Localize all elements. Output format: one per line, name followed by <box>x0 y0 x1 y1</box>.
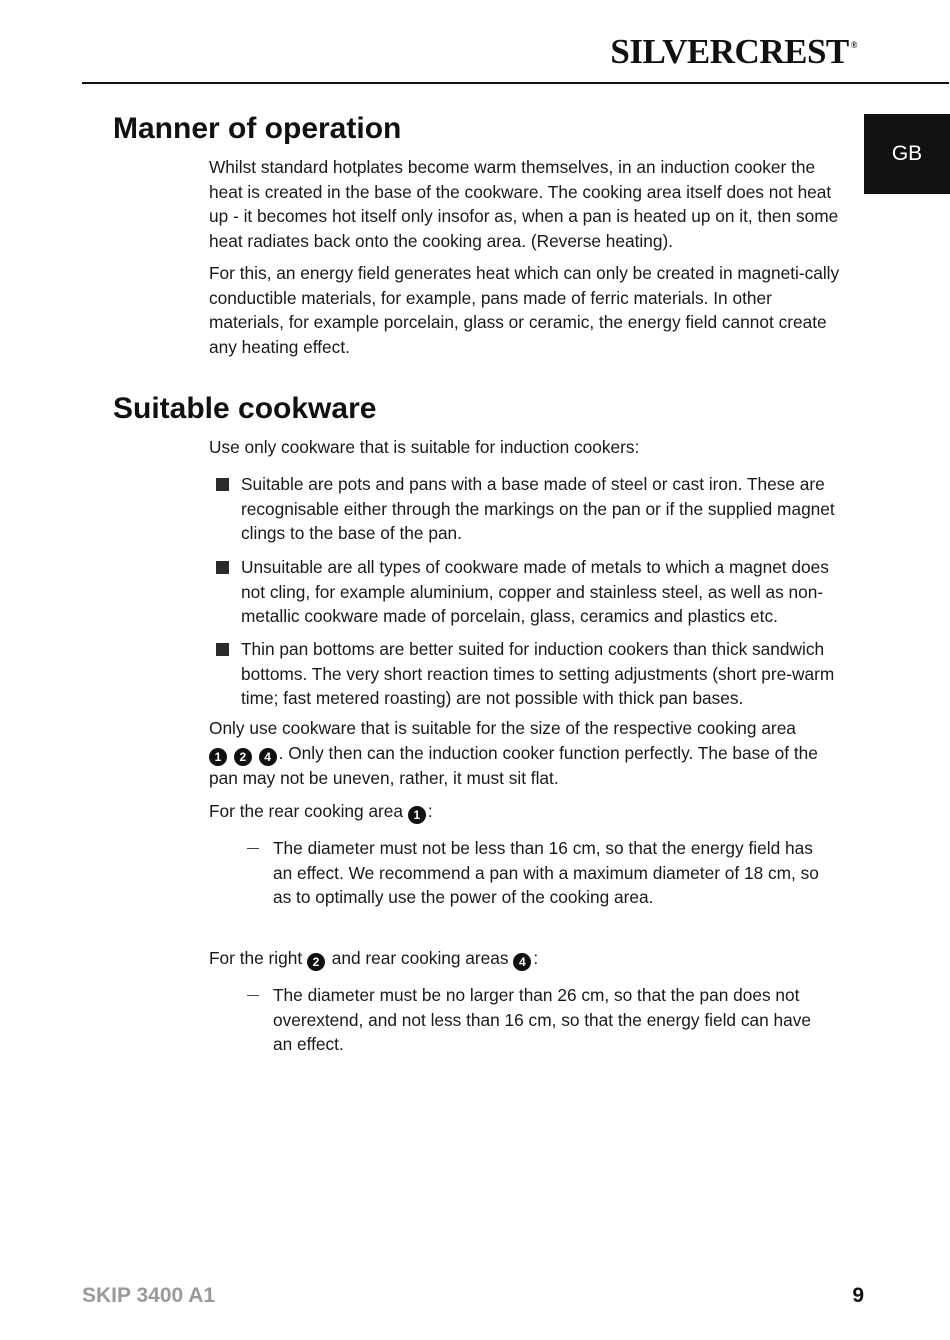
right-area-label <box>209 946 849 971</box>
brand-logo-part-b: CREST <box>734 32 849 71</box>
cooking-area-number: 2 <box>234 748 252 766</box>
bullet-marker <box>216 561 229 574</box>
header-rule <box>82 82 949 84</box>
rear-area-requirement: The diameter must not be less than 16 cm, so that the energy field has an effect. We recommend a pan with a maximum diameter of 18 cm, so as to optimally use the power of the cooking area. <box>273 838 819 908</box>
footer-model: SKIP 3400 A1 <box>82 1284 216 1307</box>
rear-area-colon: : <box>427 801 433 821</box>
list-item: Thin pan bottoms are better suited for induction cookers than thick sandwich bottoms. The very short reaction times to setting adjustments (short pre-warm time; fast metered roasting) are not possible with thick pan bases. <box>241 639 835 709</box>
right-area-colon: : <box>533 948 539 968</box>
list-item: Unsuitable are all types of cookware made of metals to which a magnet does not cling, for example aluminium, copper and stainless steel, as well as non-metallic cookware made of porcelain, glass, ceramics and plastics etc. <box>241 557 829 627</box>
rear-area-label <box>209 799 849 824</box>
cooking-area-number: 1 <box>209 748 227 766</box>
brand-logo-part-a: SILVER <box>610 32 735 71</box>
registered-mark: ® <box>850 40 857 50</box>
list-item: Suitable are pots and pans with a base made of steel or cast iron. These are recognisable either through the markings on the pan or if the supplied magnet clings to the base of the pan. <box>241 474 835 544</box>
section-title-operation: Manner of operation <box>113 112 402 145</box>
size-paragraph <box>209 716 849 790</box>
page-number: 9 <box>852 1284 864 1307</box>
language-tab: GB <box>864 114 950 194</box>
bullet-marker <box>216 643 229 656</box>
operation-paragraph-1: Whilst standard hotplates become warm themselves, in an induction cooker the heat is created in the base of the cookware. The cooking area itself does not heat up - it becomes hot itself only insofor as, when a pan is heated up on it, then some heat radiates back onto the cooking area. (Reverse heating). <box>209 157 839 251</box>
cooking-area-number: 4 <box>259 748 277 766</box>
rear-area-text: For the rear cooking area <box>209 801 408 821</box>
size-text-line-3: pan may not be uneven, rather, it must sit flat. <box>209 767 559 788</box>
dash-marker <box>247 848 259 849</box>
cookware-intro: Use only cookware that is suitable for induction cookers: <box>209 437 640 457</box>
right-area-requirement: The diameter must be no larger than 26 cm, so that the pan does not overextend, and not less than 16 cm, so that the energy field can have an effect. <box>273 985 811 1055</box>
cooking-area-number: 1 <box>408 806 426 824</box>
size-text-line-1: Only use cookware that is suitable for the size of the respective cooking area <box>209 718 796 738</box>
dash-marker <box>247 995 259 996</box>
cooking-area-number: 4 <box>513 953 531 971</box>
size-text-line-2: . Only then can the induction cooker function perfectly. The base of the <box>278 742 818 763</box>
section-title-cookware: Suitable cookware <box>113 392 377 425</box>
brand-logo <box>610 32 857 72</box>
bullet-marker <box>216 478 229 491</box>
right-area-text-a: For the right <box>209 948 307 968</box>
cooking-area-number: 2 <box>307 953 325 971</box>
right-area-text-b: and rear cooking areas <box>326 948 514 968</box>
operation-paragraph-2: For this, an energy field generates heat which can only be created in magneti-cally conductible materials, for example, pans made of ferric materials. In other materials, for example porcelain, glass or ceramic, the energy field cannot create any heating effect. <box>209 263 840 357</box>
